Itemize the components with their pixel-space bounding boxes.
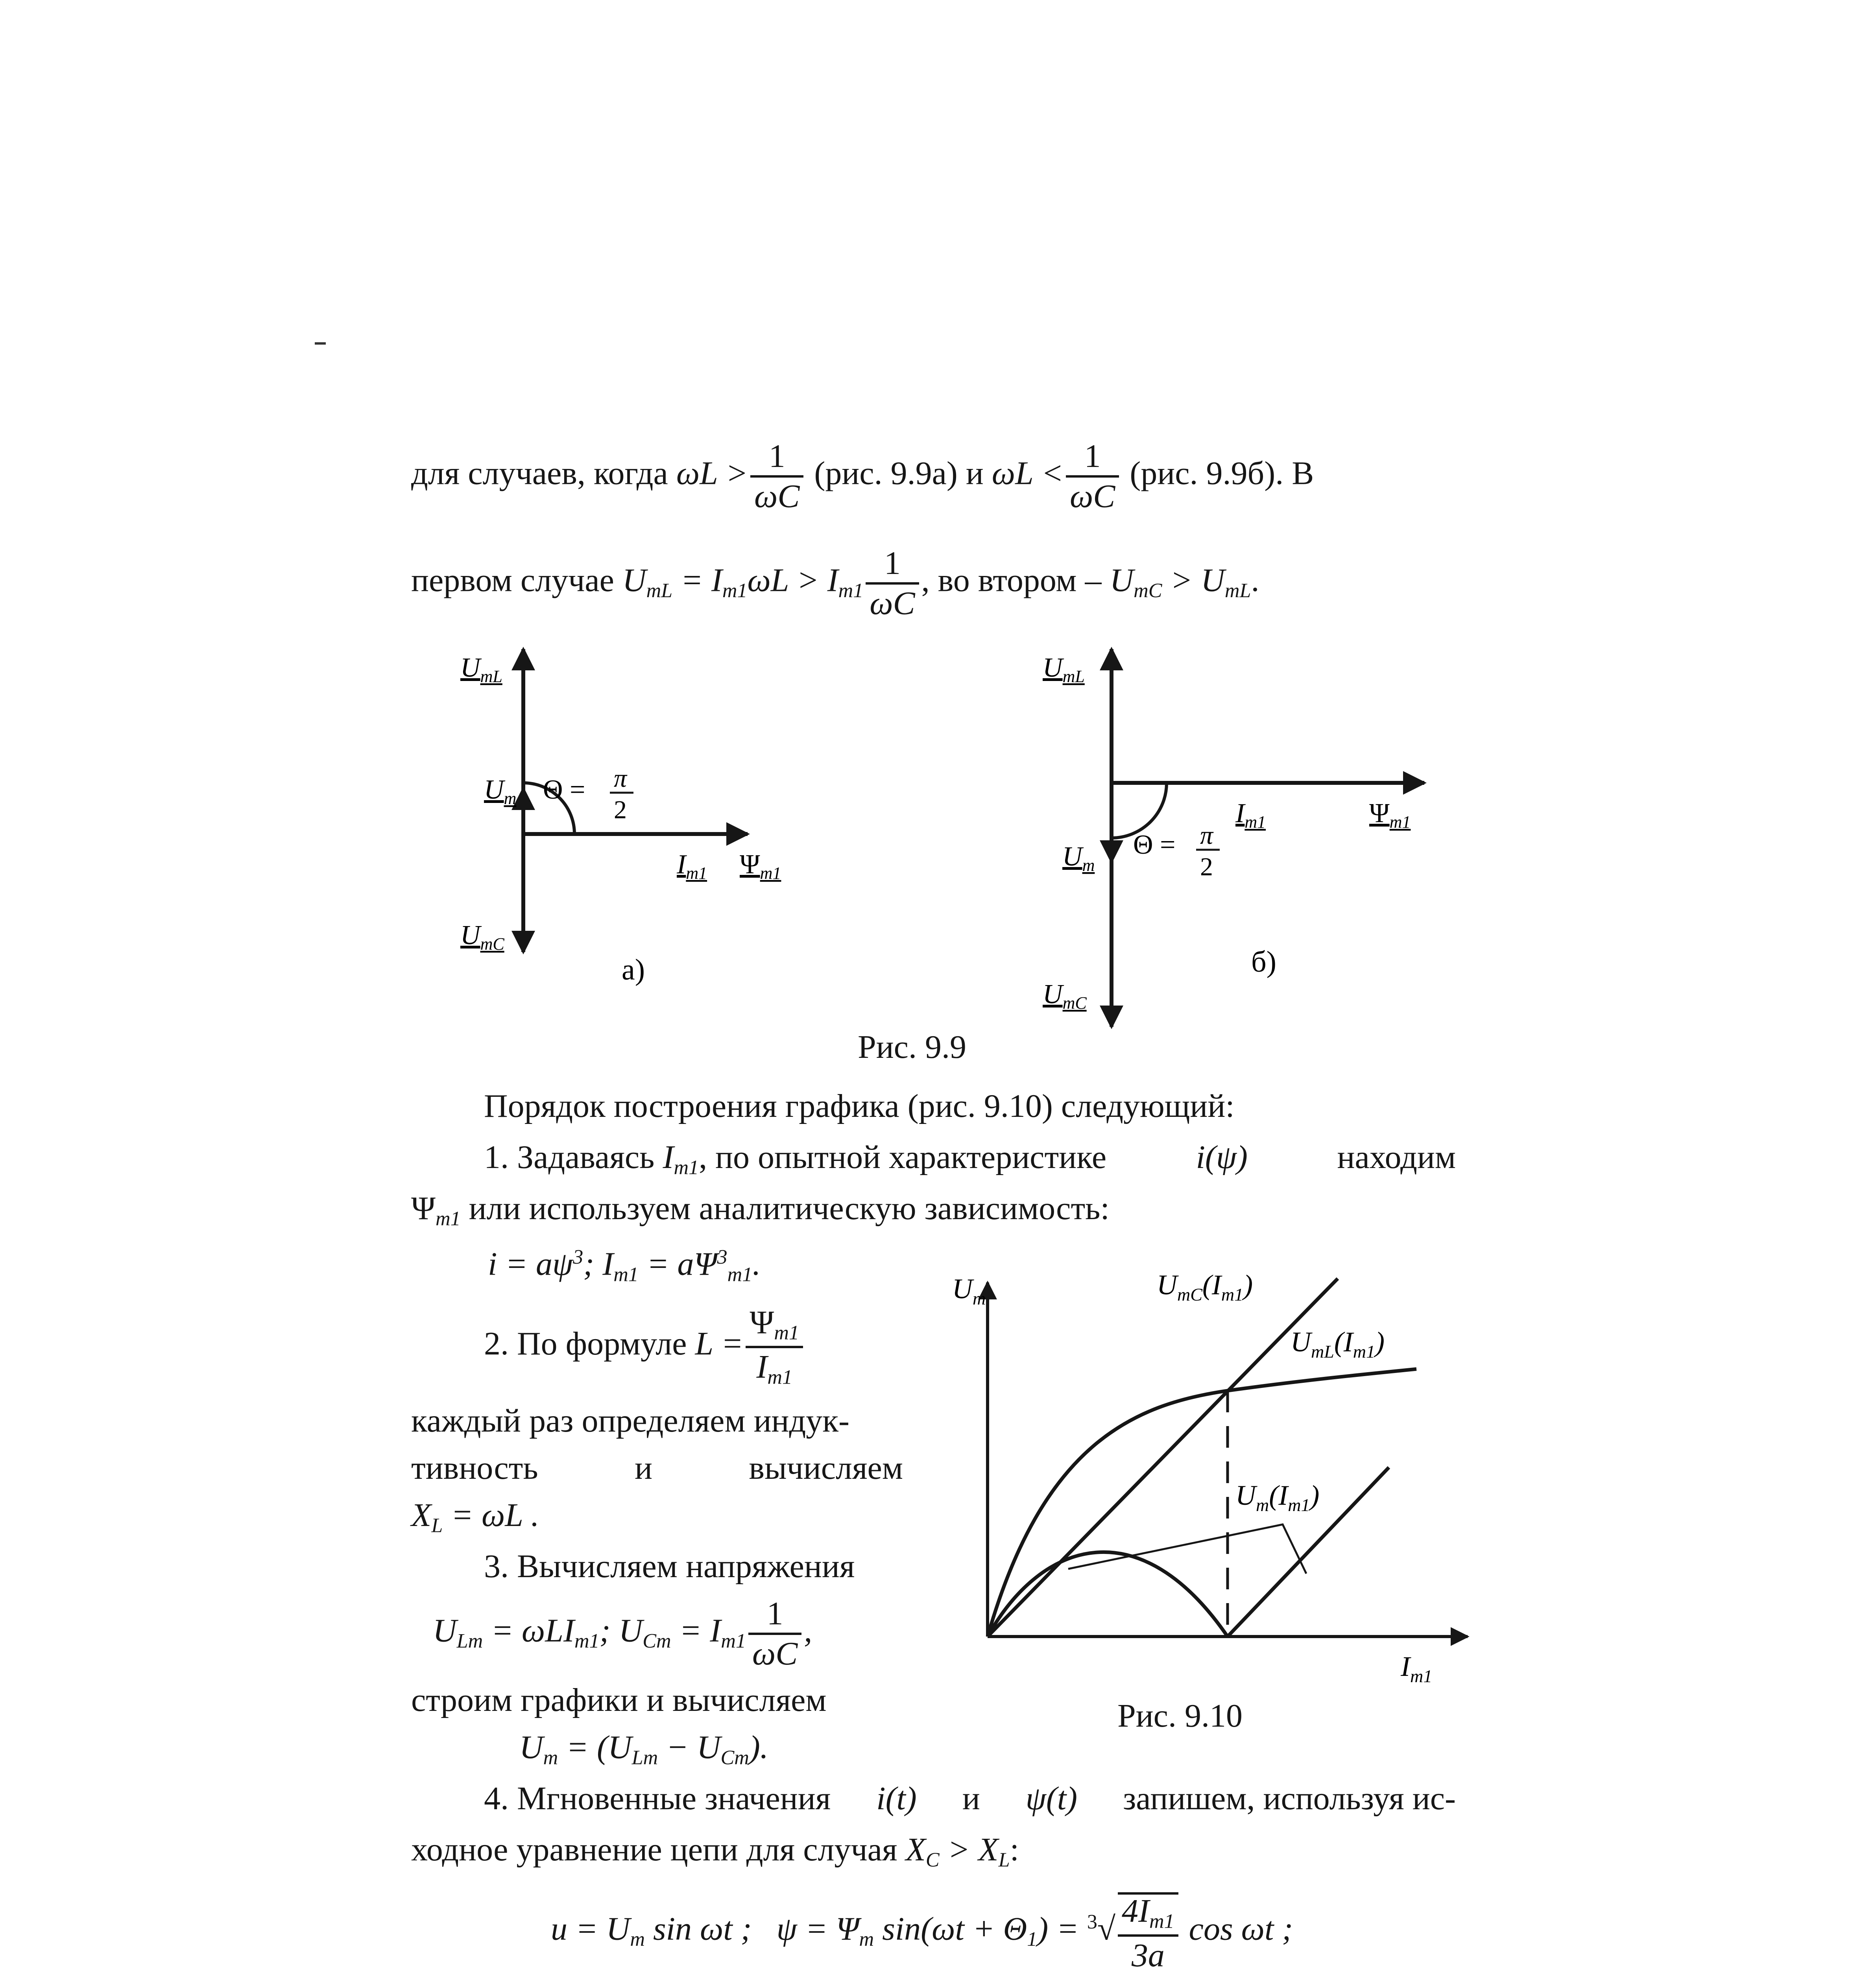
step-intro: Порядок построения графика (рис. 9.10) следующий: [484,1088,1235,1124]
label-u-m-b: $U_m$ [1062,841,1095,875]
label-u-m-a: $U_m$ [484,775,517,808]
y-axis-label: $U_m$ [952,1273,986,1308]
margin-mark [315,342,326,345]
label-u-mc-a: $U_{mC}$ [460,920,504,954]
step-2-line-2: каждый раз определяем индук- [411,1402,850,1439]
curve-u-mc [988,1279,1338,1637]
label-u-ml-b: $U_{mL}$ [1043,653,1085,686]
step-2-line-3: тивность и вычисляем [411,1450,903,1486]
paragraph-line-1: для случаев, когда ωL > $\frac{1}{\omega C}$ (рис. 9.9а) и ωL < $\frac{1}{\omega C}$ (рис. 9.9б). В [411,438,1314,515]
phasor-diagram-a [460,649,781,986]
theta-two-a: 2 [614,795,627,824]
label-u-mc-curve: $U_{mC}(I_{m1})$ [1157,1269,1253,1305]
theta-pi-a: π [614,764,627,793]
label-psi-m1-b: $\Psi_{m1}$ [1369,798,1411,832]
x-axis-label: $I_{m1}$ [1401,1651,1433,1686]
theta-pi-b: π [1200,821,1213,850]
curve-u-ml [988,1369,1416,1637]
label-u-mc-b: $U_{mC}$ [1043,979,1087,1013]
step-2-line-1: 2. По формуле L = $\frac{\Psi_{m1}}{I_{m1}}$ [484,1306,805,1388]
theta-label-b: Θ = [1133,830,1176,860]
phasor-diagram-b [1043,649,1424,1027]
step-4-line-2: ходное уравнение цепи для случая $X_C > X_L$: [411,1831,1019,1871]
step-3-line-2: строим графики и вычисляем [411,1682,827,1718]
u-m-pointer [1068,1524,1306,1574]
label-i-m1-b: $I_{m1}$ [1235,798,1266,832]
fraction-1-omega-c: $\frac{1}{\omega C}$ [748,1597,801,1670]
paragraph-line-2: первом случае $U_{mL} = I_{m1}\omega L > I_{m1}$ $\frac{1}{\omega C}$ , во втором – $U_{mC} > U_{mL}$. [411,545,1259,622]
letter-b: б) [1251,945,1276,978]
formula-ulm-ucm: $U_{Lm} = \omega LI_{m1}$; $U_{Cm} = I_{m1}$ $\frac{1}{\omega C}$ , [433,1595,812,1672]
figure-9-9 [393,614,1495,1054]
fraction-1-omega-c: $\frac{1}{\omega C}$ [866,547,919,620]
step-4-line-1: 4. Мгновенные значения i(t) и ψ(t) запишем, используя ис- [484,1780,1456,1817]
step-1-line-2: $\Psi_{m1}$ или используем аналитическую зависимость: [411,1190,1110,1230]
curve-u-m-arc-1 [988,1552,1228,1637]
label-u-ml-curve: $U_{mL}(I_{m1})$ [1291,1326,1385,1362]
fraction-1-omega-c: $\frac{1}{\omega C}$ [1066,440,1119,513]
step-3-line-1: 3. Вычисляем напряжения [484,1548,855,1585]
radical-sign: √ [1097,1910,1116,1947]
fraction-4im-over-3a: $\frac{4I_{m1}}{3a}$ [1118,1892,1178,1967]
label-u-m-curve: $U_m(I_{m1})$ [1235,1480,1320,1515]
formula-i-psi: $i = a\psi^3$; $I_{m1} = a\Psi^3_{m1}$. [488,1246,761,1286]
figure-9-10 [944,1239,1495,1751]
fraction-1-omega-c: $\frac{1}{\omega C}$ [750,440,803,513]
label-psi-m1-a: $\Psi_{m1}$ [740,849,781,883]
fraction-psi-over-i: $\frac{\Psi_{m1}}{I_{m1}}$ [746,1306,803,1388]
formula-xl: $X_L = \omega L$ . [411,1497,539,1537]
letter-a: а) [622,953,645,986]
theta-label-a: Θ = [543,775,585,805]
formula-um: $U_m = (U_{Lm} - U_{Cm})$. [519,1729,768,1769]
step-1-line-1: 1. Задаваясь $I_{m1}$, по опытной характеристике i(ψ) находим [484,1139,1456,1179]
figure-9-10-caption: Рис. 9.10 [1117,1698,1243,1734]
label-i-m1-a: $I_{m1}$ [677,849,707,883]
figure-9-9-caption: Рис. 9.9 [858,1029,966,1065]
label-u-ml-a: $U_{mL}$ [460,653,502,686]
equation-line-1: $u = U_m$ sin ωt ; $\psi = \Psi_m$ $\sin(\omega t + \Theta_1) = ^3√$ $\frac{4I_{m1}}{3a}$ cos ωt ; [551,1892,1293,1967]
theta-two-b: 2 [1200,852,1213,881]
